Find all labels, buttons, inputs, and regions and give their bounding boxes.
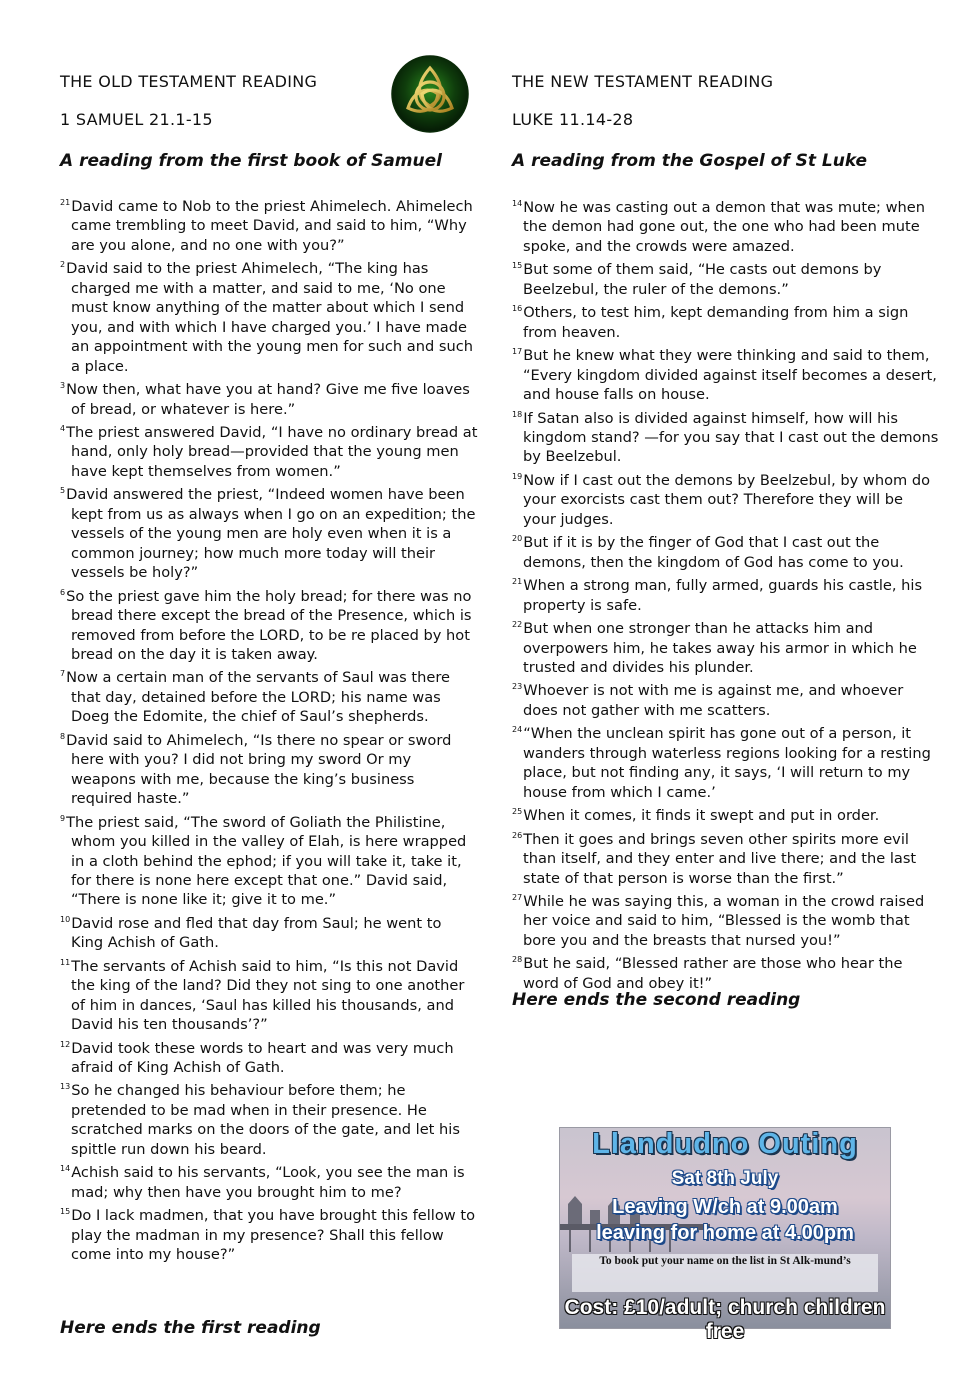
verse-text: When a strong man, fully armed, guards his castle, his property is safe. — [523, 577, 923, 614]
verse-number: 11 — [60, 957, 71, 967]
verse-number: 17 — [512, 347, 523, 357]
verse-text: The priest said, “The sword of Goliath the Philistine, whom you killed in the valley of Elah, is here wrapped in a cloth behind the ephod; if you will take it, take it, for there is none here except that one.” David said, “There is none like it; give it to me.” — [66, 813, 467, 909]
verse-text: “When the unclean spirit has gone out of a person, it wanders through waterless regions looking for a resting place, but not finding any, it says, ‘I will return to my house from which I came.’ — [523, 725, 931, 801]
verse-text: David answered the priest, “Indeed women have been kept from us as always when I go on an expedition; the vessels of the young men are holy even when it is a common journey; how much more today will their vessels be holy?” — [66, 486, 476, 582]
verse — [60, 255, 478, 376]
new-testament-heading: THE NEW TESTAMENT READING — [512, 72, 774, 91]
new-testament-verses — [512, 194, 940, 993]
llandudno-outing-poster — [559, 1127, 891, 1343]
verse — [512, 256, 940, 299]
verse — [60, 583, 478, 665]
verse-text: But he said, “Blessed rather are those who hear the word of God and obey it!” — [523, 955, 903, 992]
verse — [512, 950, 940, 993]
verse — [60, 193, 478, 255]
verse — [512, 826, 940, 888]
verse-number: 4 — [60, 423, 66, 433]
verse — [60, 419, 478, 481]
verse-number: 7 — [60, 669, 66, 679]
verse — [512, 572, 940, 615]
verse — [512, 802, 940, 825]
verse — [60, 953, 478, 1035]
verse — [512, 194, 940, 256]
verse-text: But when one stronger than he attacks him and overpowers him, he takes away his armor in which he trusted and divides his plunder. — [523, 620, 917, 676]
verse-text: When it comes, it finds it swept and put in order. — [523, 807, 880, 825]
new-testament-intro: A reading from the Gospel of St Luke — [512, 151, 868, 171]
poster-return: leaving for home at 4.00pm — [596, 1222, 854, 1244]
verse-number: 13 — [60, 1082, 71, 1092]
verse — [60, 481, 478, 582]
verse-number: 16 — [512, 304, 523, 314]
verse-number: 8 — [60, 731, 66, 741]
verse-number: 26 — [512, 830, 523, 840]
verse-number: 20 — [512, 534, 523, 544]
triquetra-icon — [390, 54, 470, 134]
verse-text: The servants of Achish said to him, “Is this not David the king of the land? Did they not sing to one another of him in dances, ‘Saul has killed his thousands, and David his ten thousands’?” — [71, 957, 465, 1034]
verse — [512, 677, 940, 720]
verse — [60, 727, 478, 809]
old-testament-heading: THE OLD TESTAMENT READING — [60, 72, 318, 91]
verse-number: 15 — [512, 261, 523, 271]
verse — [60, 1035, 478, 1078]
verse-number: 12 — [60, 1039, 71, 1049]
verse-number: 14 — [512, 199, 523, 208]
verse — [512, 342, 940, 404]
old-testament-intro: A reading from the first book of Samuel — [60, 151, 442, 171]
verse-text: If Satan also is divided against himself, how will his kingdom stand? —for you say that I cast out the demons by Beelzebul. — [523, 409, 939, 466]
verse-text: David came to Nob to the priest Ahimelech. Ahimelech came trembling to meet David, and said to him, “Why are you alone, and no one with you?” — [71, 198, 473, 254]
verse-text: Then it goes and brings seven other spirits more evil than itself, and they enter and live there; and the last state of that person is worse than the first.” — [523, 830, 917, 887]
verse-text: The priest answered David, “I have no ordinary bread at hand, only holy bread—provided that the young men have kept themselves from women.” — [66, 423, 478, 480]
verse-number: 3 — [60, 381, 66, 391]
verse-text: But if it is by the finger of God that I cast out the demons, then the kingdom of God has come to you. — [523, 534, 904, 571]
verse — [60, 809, 478, 910]
verse — [512, 529, 940, 572]
verse-text: Now then, what have you at hand? Give me five loaves of bread, or whatever is here.” — [66, 381, 470, 418]
verse — [512, 720, 940, 802]
verse-number: 21 — [512, 577, 523, 587]
verse — [512, 467, 940, 529]
old-testament-ending: Here ends the first reading — [60, 1318, 321, 1338]
verse-text: David rose and fled that day from Saul; he went to King Achish of Gath. — [71, 914, 442, 952]
verse-number: 23 — [512, 682, 523, 692]
verse — [60, 664, 478, 726]
old-testament-verses — [60, 193, 478, 1265]
verse-text: While he was saying this, a woman in the crowd raised her voice and said to him, “Blessed is the womb that bore you and the breasts that nursed you!” — [523, 892, 925, 949]
verse-text: Whoever is not with me is against me, and whoever does not gather with me scatters. — [523, 682, 904, 719]
verse-number: 24 — [512, 725, 523, 735]
verse-number: 5 — [60, 486, 66, 496]
verse-number: 22 — [512, 620, 523, 630]
poster-leaving: Leaving W/ch at 9.00am — [612, 1196, 838, 1218]
new-testament-reference: LUKE 11.14-28 — [512, 110, 634, 129]
verse-text: Do I lack madmen, that you have brought this fellow to play the madman in my presence? Shall this fellow come into my house?” — [71, 1207, 476, 1264]
verse-text: But some of them said, “He casts out demons by Beelzebul, the ruler of the demons.” — [523, 261, 882, 298]
poster-title: Llandudno Outing — [592, 1128, 858, 1160]
verse-text: David said to Ahimelech, “Is there no spear or sword here with you? I did not bring my sword Or my weapons with me, because the king’s business required haste.” — [66, 731, 452, 808]
verse-text: So he changed his behaviour before them; he pretended to be mad when in their presence. He scratched marks on the doors of the gate, and let his spittle run down his beard. — [71, 1082, 460, 1158]
verse — [60, 1202, 478, 1264]
verse — [60, 1159, 478, 1202]
verse-number: 25 — [512, 807, 523, 817]
poster-cost: Cost: £10/adult; church children free — [564, 1296, 886, 1343]
verse-text: David said to the priest Ahimelech, “The king has charged me with a matter, and said to me, ‘No one must know anything of the matter about which I send you, and with which I have charged you.’ I have made an appointment with the young men for such and such a place. — [66, 260, 473, 375]
verse-text: David took these words to heart and was very much afraid of King Achish of Gath. — [71, 1039, 454, 1077]
verse-text: But he knew what they were thinking and said to them, “Every kingdom divided against itself becomes a desert, and house falls on house. — [523, 347, 937, 404]
verse — [512, 405, 940, 467]
verse-number: 2 — [60, 260, 66, 270]
verse-number: 28 — [512, 955, 523, 965]
verse-text: Others, to test him, kept demanding from him a sign from heaven. — [523, 304, 909, 341]
poster-date: Sat 8th July — [671, 1168, 779, 1189]
verse-text: Now a certain man of the servants of Saul was there that day, detained before the LORD; his name was Doeg the Edomite, the chief of Saul’s shepherds. — [66, 669, 451, 726]
poster-booking-note: To book put your name on the list in St Alk-mund’s — [572, 1254, 878, 1292]
verse-number: 9 — [60, 813, 66, 823]
old-testament-reference: 1 SAMUEL 21.1-15 — [60, 110, 213, 129]
verse — [60, 1077, 478, 1159]
verse-number: 19 — [512, 471, 523, 481]
verse-text: Now if I cast out the demons by Beelzebul, by whom do your exorcists cast them out? Therefore they will be your judges. — [523, 471, 931, 528]
verse — [512, 615, 940, 677]
verse-text: Now he was casting out a demon that was mute; when the demon had gone out, the one who had been mute spoke, and the crowds were amazed. — [523, 199, 926, 255]
verse-number: 18 — [512, 409, 523, 419]
verse-number: 14 — [60, 1164, 71, 1174]
new-testament-ending: Here ends the second reading — [512, 990, 801, 1010]
verse-number: 6 — [60, 587, 66, 597]
verse-number: 21 — [60, 198, 71, 207]
verse — [60, 910, 478, 953]
verse-text: Achish said to his servants, “Look, you see the man is mad; why then have you brought him to me? — [71, 1164, 465, 1201]
verse-number: 15 — [60, 1207, 71, 1217]
verse-text: So the priest gave him the holy bread; for there was no bread there except the bread of the Presence, which is removed from before the LORD, to be re placed by hot bread on the day it is taken away. — [66, 587, 472, 663]
verse — [512, 888, 940, 950]
verse-number: 27 — [512, 892, 523, 902]
verse — [512, 299, 940, 342]
verse — [60, 376, 478, 419]
verse-number: 10 — [60, 914, 71, 924]
